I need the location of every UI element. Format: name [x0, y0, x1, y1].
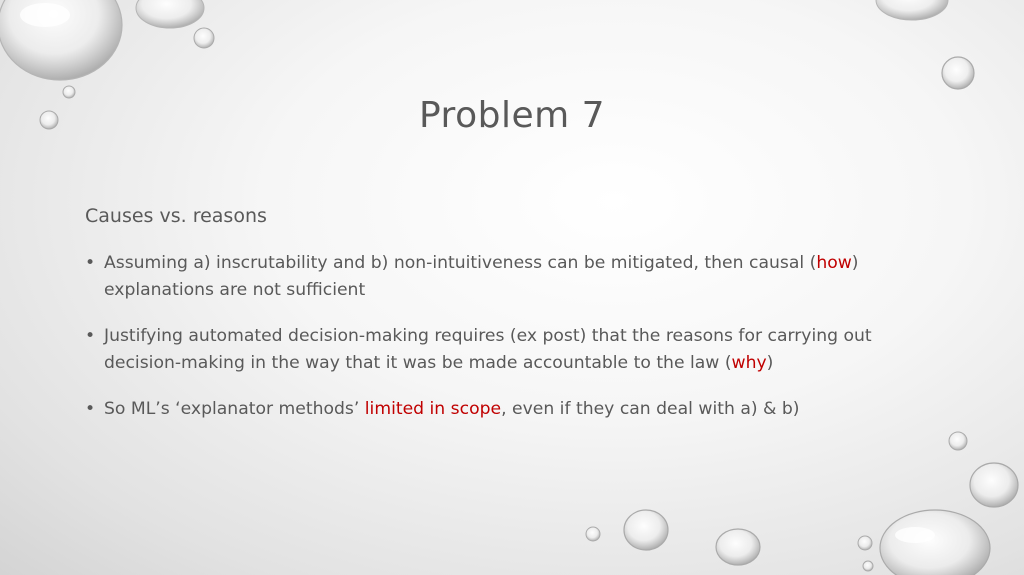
bullet-item-how — [85, 250, 925, 304]
bullet-text: Assuming a) inscrutability and b) non-intuitiveness can be mitigated, then causal ( — [104, 253, 817, 273]
bullet-item-why — [85, 323, 925, 377]
drop — [880, 510, 990, 575]
bullet-item-scope — [85, 396, 925, 423]
bullet-marker: • — [85, 399, 96, 419]
bullet-marker: • — [85, 253, 96, 273]
drop — [863, 561, 873, 571]
drop — [586, 527, 600, 541]
drop — [858, 536, 872, 550]
bullet-text: So ML’s ‘explanator methods’ — [104, 399, 365, 419]
drop — [942, 57, 974, 89]
bullet-text: ) — [766, 353, 774, 373]
bullet-list — [85, 250, 925, 442]
drop — [716, 529, 760, 565]
drop — [624, 510, 668, 550]
highlight-why: why — [731, 353, 767, 373]
slide-subheading: Causes vs. reasons — [85, 205, 267, 227]
highlight-limited-in-scope: limited in scope — [364, 399, 502, 419]
bullet-text: ) explanations are not sufficient — [104, 253, 859, 300]
drop — [970, 463, 1018, 507]
slide-title: Problem 7 — [418, 95, 606, 136]
bullet-text: Justifying automated decision-making requires (ex post) that the reasons for carrying out decision-making in the way that it was be made accountable to the law ( — [104, 326, 872, 373]
bullet-marker: • — [85, 326, 96, 346]
drop — [194, 28, 214, 48]
bullet-text: , even if they can deal with a) & b) — [501, 399, 800, 419]
drop — [876, 0, 948, 20]
drop — [0, 0, 122, 80]
drop — [949, 432, 967, 450]
drop — [136, 0, 204, 28]
highlight-how: how — [816, 253, 852, 273]
